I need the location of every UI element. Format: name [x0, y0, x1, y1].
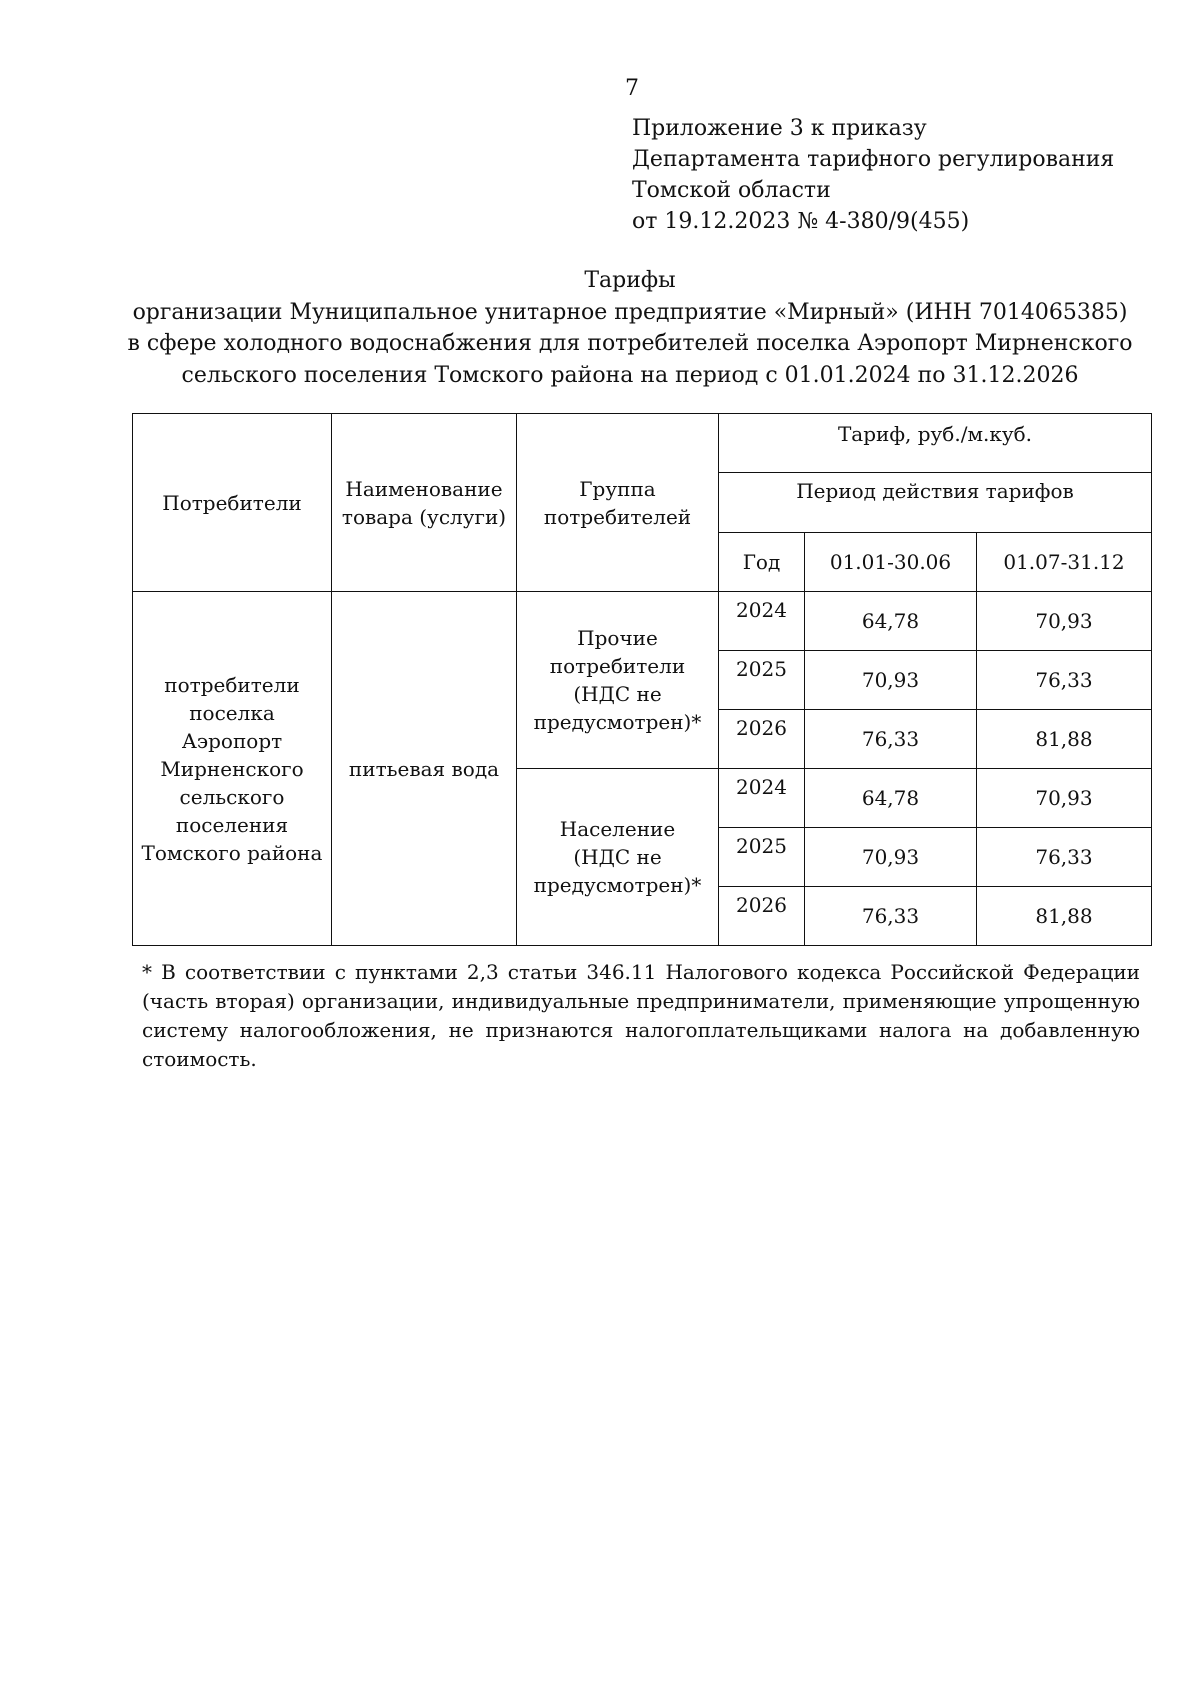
year-cell: 2025	[719, 651, 805, 710]
header-period: Период действия тарифов	[719, 473, 1152, 533]
tariff-value: 70,93	[977, 769, 1152, 828]
tariff-value: 70,93	[805, 651, 977, 710]
consumer-cell: потребители поселка Аэропорт Мирненского сельского поселения Томского района	[133, 592, 332, 946]
header-product: Наименование товара (услуги)	[332, 414, 517, 592]
tariff-value: 76,33	[805, 710, 977, 769]
group-cell: Население (НДС не предусмотрен)*	[517, 769, 719, 946]
table-row	[133, 592, 1152, 651]
tariff-value: 81,88	[977, 887, 1152, 946]
appendix-line: Департамента тарифного регулирования	[632, 147, 1115, 172]
header-half2: 01.07-31.12	[977, 533, 1152, 592]
header-group: Группа потребителей	[517, 414, 719, 592]
appendix-date-line: от 19.12.2023 № 4-380/9(455)	[632, 209, 970, 234]
appendix-header	[632, 113, 1114, 237]
tariff-value: 76,33	[805, 887, 977, 946]
appendix-line: Приложение 3 к приказу	[632, 116, 927, 141]
tariff-value: 70,93	[805, 828, 977, 887]
tariff-value: 64,78	[805, 769, 977, 828]
tariff-value: 70,93	[977, 592, 1152, 651]
tariff-value: 76,33	[977, 828, 1152, 887]
document-title	[100, 265, 1160, 391]
header-year: Год	[719, 533, 805, 592]
header-consumers: Потребители	[133, 414, 332, 592]
header-tariff: Тариф, руб./м.куб.	[719, 414, 1152, 473]
footnote: * В соответствии с пунктами 2,3 статьи 346.11 Налогового кодекса Российской Федерации (часть вторая) организации, индивидуальные предприниматели, применяющие упрощенную систему налогообложения, не признаются налогоплательщиками налога на добавленную стоимость.	[142, 960, 1140, 1071]
group-cell: Прочие потребители (НДС не предусмотрен)*	[517, 592, 719, 769]
title-line: Тарифы	[584, 268, 676, 293]
page-number: 7	[625, 76, 639, 101]
appendix-line: Томской области	[632, 178, 831, 203]
tariff-value: 64,78	[805, 592, 977, 651]
tariff-table	[132, 413, 1152, 946]
tariff-value: 81,88	[977, 710, 1152, 769]
product-cell: питьевая вода	[332, 592, 517, 946]
title-line: в сфере холодного водоснабжения для потребителей поселка Аэропорт Мирненского	[127, 331, 1133, 356]
title-line: организации Муниципальное унитарное предприятие «Мирный» (ИНН 7014065385)	[132, 299, 1128, 325]
year-cell: 2026	[719, 710, 805, 769]
header-half1: 01.01-30.06	[805, 533, 977, 592]
year-cell: 2024	[719, 769, 805, 828]
year-cell: 2026	[719, 887, 805, 946]
title-line: сельского поселения Томского района на период с 01.01.2024 по 31.12.2026	[181, 362, 1079, 388]
tariff-value: 76,33	[977, 651, 1152, 710]
year-cell: 2025	[719, 828, 805, 887]
year-cell: 2024	[719, 592, 805, 651]
